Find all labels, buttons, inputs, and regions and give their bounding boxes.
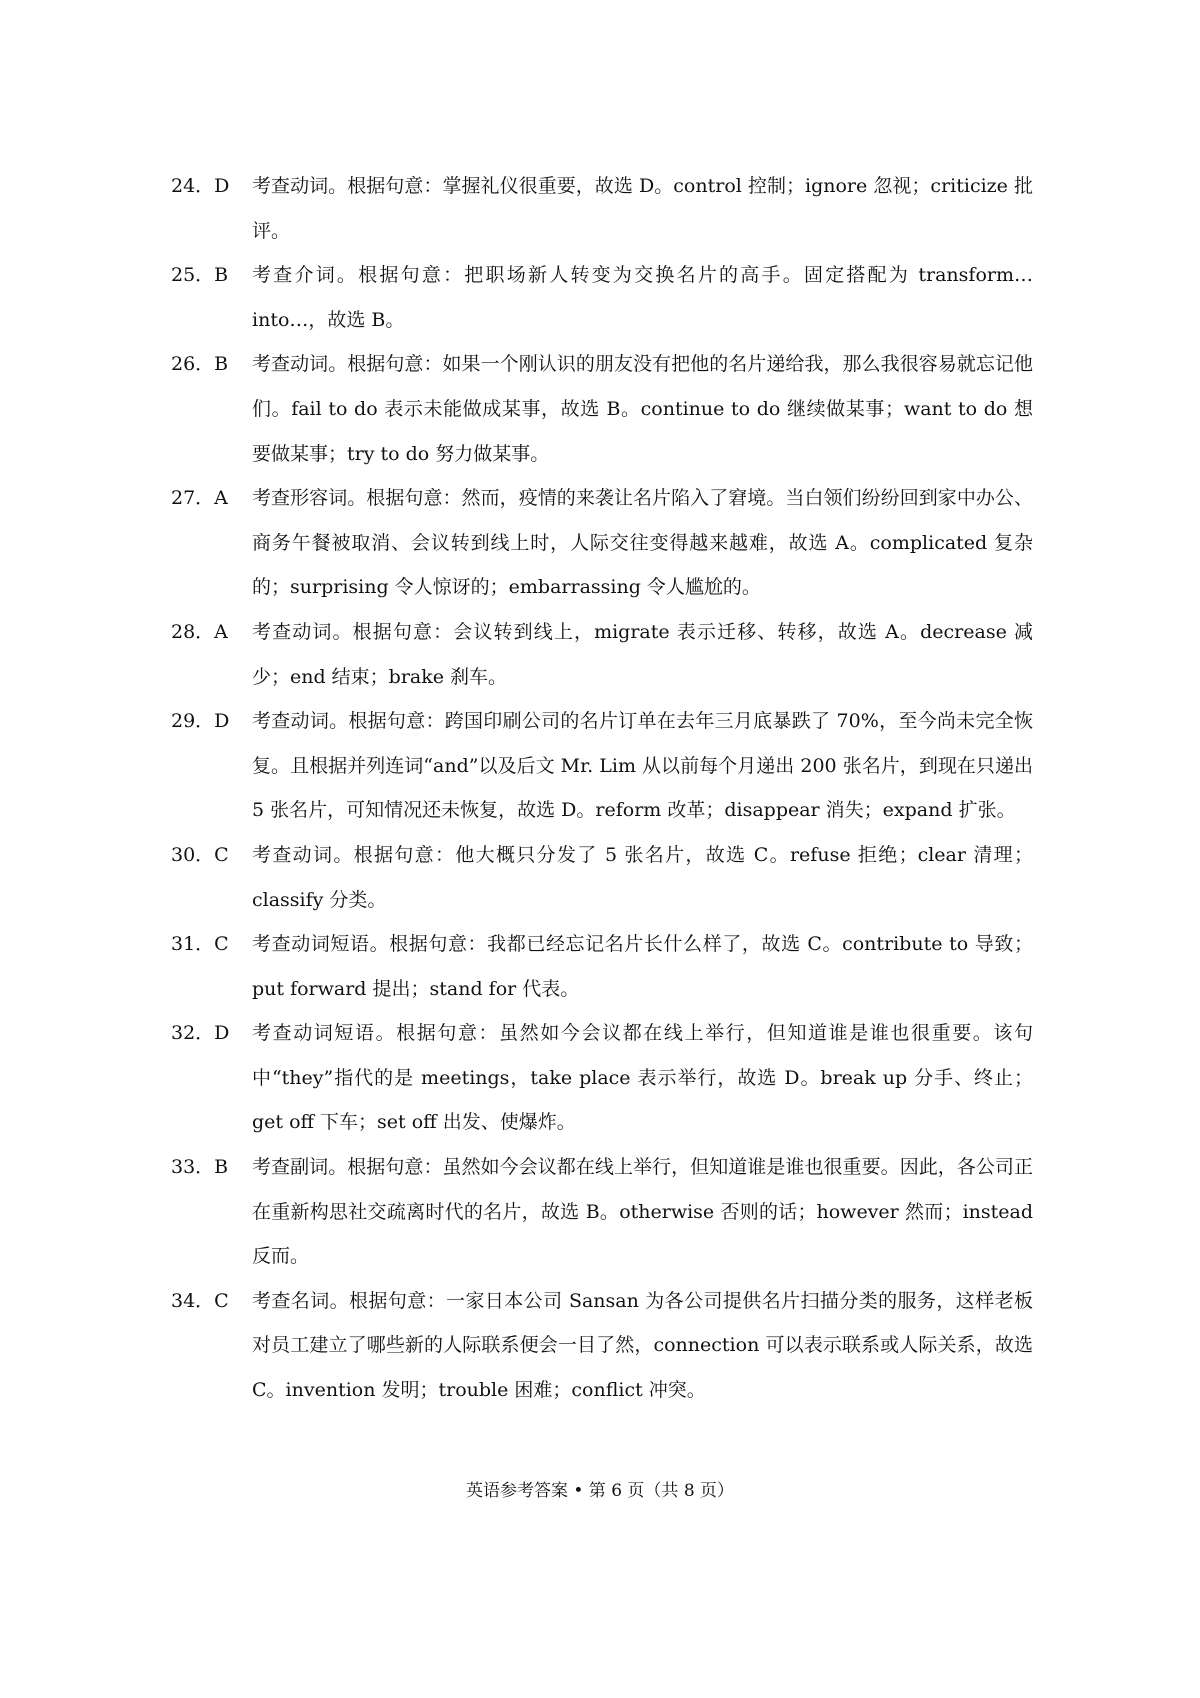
answer-list [171,164,1033,1413]
answer-number: 24．D [171,175,230,197]
answer-item-31 [171,922,1033,1011]
answer-explanation: 考查形容词。根据句意：然而，疫情的来袭让名片陷入了窘境。当白领们纷纷回到家中办公、商务午餐被取消、会议转到线上时，人际交往变得越来越难，故选 A。complicated 复杂的；surprising 令人惊讶的；embarrassing 令人尴尬的。 [252,487,1033,599]
answer-number: 25．B [171,264,229,287]
answer-explanation: 考查动词。根据句意：会议转到线上，migrate 表示迁移、转移，故选 A。decrease 减少；end 结束；brake 刹车。 [252,620,1033,688]
answer-number: 30．C [171,843,229,866]
answer-item-34 [171,1279,1033,1413]
answer-item-28 [171,610,1033,699]
answer-number: 26．B [171,353,229,376]
answer-item-24 [171,164,1033,253]
answer-item-30 [171,833,1033,922]
answer-item-25 [171,253,1033,342]
answer-item-32 [171,1011,1033,1145]
answer-number: 29．D [171,710,230,733]
page-footer: 英语参考答案 • 第 6 页（共 8 页） [465,1481,735,1501]
answer-item-26 [171,342,1033,476]
answer-explanation: 考查名词。根据句意：一家日本公司 Sansan 为各公司提供名片扫描分类的服务，这样老板对员工建立了哪些新的人际联系便会一目了然，connection 可以表示联系或人际关系，故选 C。invention 发明；trouble 困难；conflict 冲突。 [252,1289,1033,1402]
answer-explanation: 考查副词。根据句意：虽然如今会议都在线上举行，但知道谁是谁也很重要。因此，各公司正在重新构思社交疏离时代的名片，故选 B。otherwise 否则的话；however 然而；instead 反而。 [252,1156,1033,1268]
answer-explanation: 考查动词。根据句意：他大概只分发了 5 张名片，故选 C。refuse 拒绝；clear 清理；classify 分类。 [252,843,1033,911]
answer-number: 33．B [171,1156,229,1179]
answer-explanation: 考查介词。根据句意：把职场新人转变为交换名片的高手。固定搭配为 transform…into…，故选 B。 [252,264,1033,331]
answer-number: 32．D [171,1022,230,1045]
answer-explanation: 考查动词。根据句意：如果一个刚认识的朋友没有把他的名片递给我，那么我很容易就忘记他们。fail to do 表示未能做成某事，故选 B。continue to do 继续做某事；want to do 想要做某事；try to do 努力做某事。 [252,353,1033,465]
answer-explanation: 考查动词。根据句意：掌握礼仪很重要，故选 D。control 控制；ignore 忽视；criticize 批评。 [252,175,1033,242]
answer-explanation: 考查动词短语。根据句意：虽然如今会议都在线上举行，但知道谁是谁也很重要。该句中“they”指代的是 meetings，take place 表示举行，故选 D。break up 分手、终止；get off 下车；set off 出发、使爆炸。 [252,1022,1033,1134]
answer-number: 34．C [171,1289,229,1312]
answer-explanation: 考查动词。根据句意：跨国印刷公司的名片订单在去年三月底暴跌了 70%，至今尚未完全恢复。且根据并列连词“and”以及后文 Mr. Lim 从以前每个月递出 200 张名片，到现在只递出 5 张名片，可知情况还未恢复，故选 D。reform 改革；disappear 消失；expand 扩张。 [252,710,1033,822]
answer-number: 28．A [171,620,228,643]
answer-item-27 [171,476,1033,610]
answer-item-33 [171,1145,1033,1279]
answer-number: 27．A [171,487,228,510]
answer-explanation: 考查动词短语。根据句意：我都已经忘记名片长什么样了，故选 C。contribute to 导致；put forward 提出；stand for 代表。 [252,933,1033,1000]
answer-number: 31．C [171,933,229,956]
answer-item-29 [171,699,1033,833]
